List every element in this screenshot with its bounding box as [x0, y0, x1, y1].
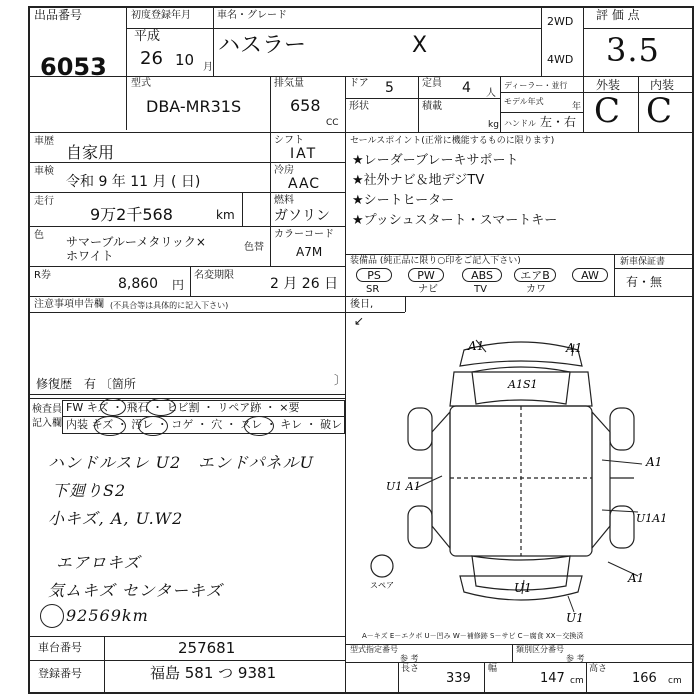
option-navi: ナビ — [418, 284, 438, 295]
length-value: 339 — [446, 671, 471, 686]
divider — [586, 662, 587, 692]
warranty-label: 新車保証書 — [620, 257, 666, 267]
reg-year: 26 — [140, 48, 163, 69]
divider — [345, 254, 693, 255]
shape-label: 形状 — [349, 101, 369, 112]
damage-mark: A1 — [628, 571, 645, 585]
category-ref: 参 考 — [566, 654, 585, 663]
damage-mark: U1 — [514, 581, 532, 595]
divider — [126, 28, 541, 29]
check-circle — [138, 416, 168, 436]
option-ps: PS — [356, 268, 392, 282]
selling-points-list — [352, 151, 557, 231]
selling-point: ★レーダーブレーキサポート — [352, 153, 519, 168]
divider — [583, 28, 693, 29]
damage-mark: U1 — [566, 611, 584, 625]
mileage-label: 走行 — [34, 196, 54, 207]
divider — [418, 76, 419, 132]
repair-close: 〕 — [334, 373, 347, 387]
lot-number: 6053 — [40, 53, 107, 81]
seats-value: 4 — [462, 80, 471, 96]
width-unit: cm — [570, 676, 584, 686]
divider — [270, 132, 271, 266]
color-label: 色 — [34, 230, 44, 241]
name-change-value: 2 月 26 日 — [270, 276, 339, 292]
divider — [345, 296, 693, 297]
option-tv: TV — [474, 284, 487, 295]
color-value-1: サマーブルーメタリック× — [66, 235, 206, 249]
grade: X — [412, 33, 428, 58]
color-code-value: A7M — [296, 245, 323, 259]
shift-label: シフト — [274, 135, 304, 146]
spare-label: スペア — [370, 581, 394, 590]
history-label: 車歴 — [34, 136, 54, 147]
category-label: 類別区分番号 — [516, 645, 564, 654]
handle-value: 左・右 — [540, 115, 577, 129]
divider — [500, 92, 583, 93]
divider — [242, 192, 243, 226]
selling-point: ★プッシュスタート・スマートキー — [352, 213, 558, 228]
type-label: 型式 — [131, 78, 151, 89]
type-value: DBA-MR31S — [146, 97, 242, 116]
options-label: 装備品 (純正品に限り○印をご記入下さい) — [350, 256, 521, 266]
door-label: ドア — [349, 78, 369, 89]
selling-points-label: セールスポイント(正常に機能するものに限ります) — [350, 136, 555, 146]
fuel-value: ガソリン — [274, 208, 330, 224]
divider — [104, 636, 105, 692]
handwritten-note: 気ムキズ センターキズ — [48, 581, 223, 600]
mileage-unit: km — [216, 208, 235, 222]
dealer-label: ディーラー・並行 — [504, 81, 568, 90]
option-aw: AW — [572, 268, 608, 282]
check-circle — [94, 416, 126, 436]
load-unit: kg — [488, 120, 499, 130]
color-code-label: カラーコード — [274, 229, 334, 240]
divider — [614, 254, 615, 296]
caution-label: 注意事項申告欄 — [34, 299, 104, 310]
color-change-label: 色替 — [244, 242, 264, 253]
cc-value: 658 — [290, 96, 321, 115]
check-row-fw: FW キズ ・ 飛石 ・ ヒビ割 ・ リペア跡 ・ ×要 — [66, 401, 300, 414]
history-value: 自家用 — [66, 143, 115, 162]
divider — [345, 98, 500, 99]
model-year-label: モデル年式 — [504, 97, 544, 106]
length-label: 長さ — [401, 664, 420, 674]
shift-value: IAT — [290, 146, 318, 162]
score-label: 評 価 点 — [596, 8, 640, 22]
handle-label: ハンドル — [504, 119, 536, 128]
divider — [500, 76, 501, 132]
name-change-label: 名変期限 — [194, 270, 234, 281]
option-leather: カワ — [526, 284, 546, 295]
reg-month: 10 — [175, 51, 195, 69]
handwritten-note: エンドパネルU — [198, 453, 315, 472]
width-value: 147 — [540, 671, 565, 686]
divider — [500, 112, 583, 113]
color-value-2: ホワイト — [66, 249, 114, 263]
height-value: 166 — [632, 671, 657, 686]
car-outline — [371, 342, 634, 600]
recycle-label: R券 — [34, 270, 51, 281]
ac-value: AAC — [288, 176, 321, 192]
plate-value: 福島 581 つ 9381 — [150, 664, 277, 682]
divider — [484, 662, 485, 692]
score-value: 3.5 — [606, 31, 660, 69]
option-sr: SR — [366, 284, 380, 295]
divider — [28, 76, 693, 77]
height-label: 高さ — [589, 664, 608, 674]
divider — [270, 226, 345, 227]
seats-label: 定員 — [422, 78, 442, 89]
ext-grade: C — [594, 91, 622, 131]
drive-2wd: 2WD — [547, 15, 574, 28]
divider — [405, 296, 406, 312]
divider — [126, 6, 127, 130]
divider — [28, 394, 345, 395]
damage-mark: A1 — [566, 341, 583, 355]
repair-label: 修復歴 — [36, 377, 73, 391]
handwritten-note: ハンドルスレ U2 — [48, 453, 182, 472]
divider — [270, 76, 271, 132]
model-year-unit: 年 — [572, 102, 582, 112]
damage-mark: A1 — [646, 455, 663, 469]
repair-value: 有 〔箇所 — [84, 377, 136, 391]
mileage-value: 9万2千568 — [90, 205, 173, 224]
model-spec-label: 型式指定番号 — [350, 645, 398, 654]
int-grade: C — [646, 91, 674, 131]
inspector-label: 検査員 — [32, 404, 62, 415]
ext-label: 外装 — [596, 78, 621, 92]
chassis-label: 車台番号 — [38, 641, 82, 654]
recycle-unit: 円 — [172, 278, 185, 292]
option-pw: PW — [408, 268, 444, 282]
divider — [28, 312, 345, 313]
damage-mark: U1 A1 — [386, 480, 421, 493]
recycle-value: 8,860 — [118, 276, 159, 292]
inspection-value: 令和 9 年 11 月 ( 日) — [66, 174, 201, 190]
divider — [190, 266, 191, 296]
height-unit: cm — [668, 676, 682, 686]
divider — [28, 296, 345, 297]
damage-mark: A1 — [468, 339, 485, 353]
month-suffix: 月 — [203, 62, 213, 73]
divider — [28, 132, 693, 133]
divider — [512, 644, 513, 662]
width-label: 幅 — [488, 664, 498, 674]
door-value: 5 — [385, 80, 394, 96]
divider — [583, 6, 584, 132]
ac-label: 冷房 — [274, 165, 294, 176]
fuel-label: 燃料 — [274, 195, 294, 206]
drive-4wd: 4WD — [547, 53, 574, 66]
check-circle — [146, 398, 176, 416]
divider — [614, 268, 693, 269]
selling-point: ★社外ナビ＆地デジTV — [352, 173, 485, 188]
check-circle — [244, 416, 274, 436]
lot-label: 出品番号 — [34, 8, 83, 22]
divider — [28, 636, 345, 637]
era-label: 平成 — [134, 29, 161, 44]
option-abs: ABS — [462, 268, 502, 282]
load-label: 積載 — [422, 101, 442, 112]
cc-label: 排気量 — [274, 78, 304, 89]
car-name: ハスラー — [218, 33, 307, 58]
model-spec-ref: 参 考 — [400, 654, 419, 663]
selling-point: ★シートヒーター — [352, 193, 455, 208]
divider — [541, 6, 542, 76]
inspection-label: 車検 — [34, 166, 54, 177]
cc-unit: CC — [326, 118, 339, 128]
seat-mark: ↙ — [354, 314, 365, 328]
handwritten-note: 下廻りS2 — [52, 481, 127, 500]
damage-diagram — [346, 312, 693, 630]
damage-legend: A－キズ E－エクボ U－凹み W－補修跡 S－サビ C－腐食 XX－交換済 — [362, 632, 584, 640]
divider — [28, 266, 345, 267]
divider — [28, 398, 345, 399]
handwritten-note: 小キズ, A, U.W2 — [48, 509, 184, 528]
check-circle — [100, 398, 126, 416]
divider — [213, 6, 214, 76]
divider — [638, 76, 639, 132]
handwritten-note: 92569km — [66, 606, 149, 625]
circled-mark — [40, 604, 64, 628]
plate-label: 登録番号 — [38, 667, 82, 680]
damage-mark: U1A1 — [636, 512, 668, 525]
seats-unit: 人 — [486, 88, 496, 99]
divider — [28, 660, 345, 661]
damage-mark: A1S1 — [508, 378, 538, 391]
divider — [345, 76, 346, 132]
option-airbag: エアB — [514, 268, 556, 282]
first-reg-label: 初度登録年月 — [131, 10, 191, 21]
chassis-value: 257681 — [178, 639, 236, 657]
inspector-label: 記入欄 — [32, 418, 62, 429]
caution-small: (不具合等は具体的に記入下さい) — [110, 301, 229, 310]
seat-label: 後日, — [350, 299, 374, 310]
divider — [398, 662, 399, 692]
warranty-value: 有・無 — [626, 275, 663, 289]
int-label: 内装 — [650, 78, 675, 92]
check-row-interior: 内装 キズ ・ 汚レ ・ コゲ ・ 穴 ・ スレ ・ キレ ・ 破レ — [66, 418, 343, 431]
model-label: 車名・グレード — [217, 10, 287, 21]
handwritten-note: エアロキズ — [56, 553, 141, 572]
